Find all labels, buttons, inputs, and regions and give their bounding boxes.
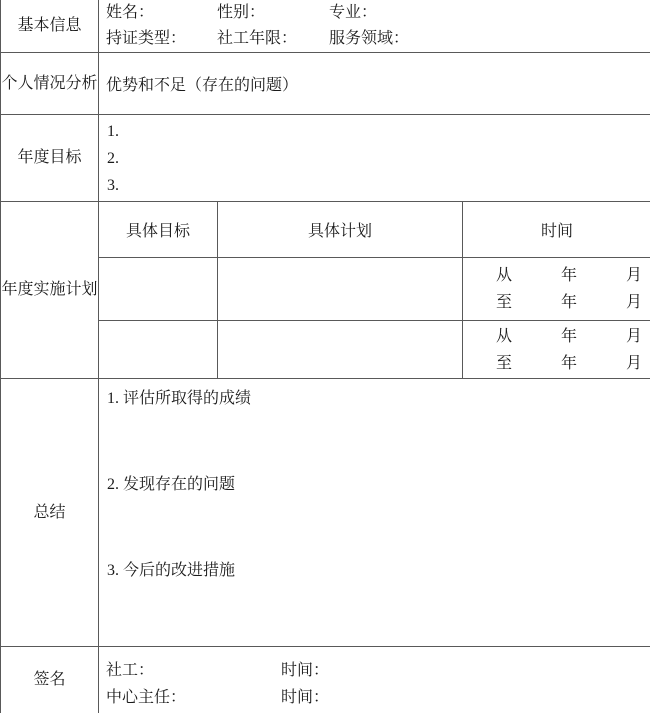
plan-row2-goal-cell <box>99 321 218 378</box>
row-personal-analysis <box>1 53 650 115</box>
annual-goal-item-3: 3. <box>107 176 119 194</box>
time-field-label: 时间： <box>281 689 330 706</box>
signature-label: 签名 <box>1 647 99 713</box>
annual-goal-item-2: 2. <box>107 149 119 167</box>
summary-list <box>99 379 650 581</box>
year-label: 年 <box>560 294 577 311</box>
plan-header-time: 时间 <box>540 223 573 240</box>
implementation-plan-subtable <box>99 202 650 378</box>
row-annual-goals <box>1 115 650 202</box>
plan-data-row-1 <box>99 258 650 321</box>
signature-content-cell <box>99 647 650 713</box>
plan-row1-plan-cell <box>218 258 463 320</box>
row-summary <box>1 379 650 647</box>
month-label: 月 <box>625 327 642 345</box>
month-label: 月 <box>625 294 642 311</box>
basic-info-line-2 <box>106 26 650 52</box>
plan-row2-time-lines <box>463 321 650 378</box>
certificate-type-field-label: 持证类型： <box>106 30 187 47</box>
personal-analysis-label: 个人情况分析 <box>1 53 99 114</box>
annual-goals-label: 年度目标 <box>1 115 99 201</box>
signature-line-center-director <box>106 684 650 711</box>
year-label: 年 <box>560 267 577 284</box>
summary-item-improvements: 3. 今后的改进措施 <box>107 562 236 579</box>
plan-header-plan: 具体计划 <box>218 202 463 257</box>
plan-row2-time-from <box>463 323 650 350</box>
gender-field-label: 性别： <box>217 4 266 21</box>
summary-label: 总结 <box>1 379 99 646</box>
to-label: 至 <box>496 294 513 311</box>
row-implementation-plan <box>1 202 650 379</box>
to-label: 至 <box>496 354 513 372</box>
from-label: 从 <box>496 267 513 284</box>
plan-header-row <box>99 202 650 258</box>
basic-info-line-1 <box>106 0 650 26</box>
annual-goals-list <box>99 115 650 201</box>
plan-header-goal: 具体目标 <box>99 202 218 257</box>
social-worker-field-label: 社工： <box>106 662 155 679</box>
summary-content-cell <box>99 379 650 646</box>
month-label: 月 <box>625 267 642 284</box>
plan-grid <box>99 202 650 378</box>
plan-row1-time-cell <box>463 258 650 320</box>
plan-row1-time-to <box>463 289 650 316</box>
implementation-plan-label: 年度实施计划 <box>1 202 99 378</box>
annual-goal-item-1: 1. <box>107 122 119 140</box>
row-basic-info <box>1 0 650 53</box>
summary-item-achievements: 1. 评估所取得的成绩 <box>107 390 252 407</box>
year-label: 年 <box>560 327 577 345</box>
work-years-field-label: 社工年限： <box>217 30 298 47</box>
year-label: 年 <box>560 354 577 372</box>
basic-info-content <box>99 0 650 52</box>
plan-row2-plan-cell <box>218 321 463 378</box>
personal-analysis-text: 优势和不足（存在的问题） <box>106 77 299 94</box>
name-field-label: 姓名： <box>106 4 155 21</box>
summary-item-problems: 2. 发现存在的问题 <box>107 476 236 493</box>
plan-row2-time-to <box>463 350 650 377</box>
basic-info-label: 基本信息 <box>1 0 99 52</box>
major-field-label: 专业： <box>329 4 378 21</box>
basic-info-lines <box>99 0 650 52</box>
row-signature <box>1 647 650 713</box>
personal-analysis-content-cell <box>99 53 650 114</box>
center-director-field-label: 中心主任： <box>106 689 187 706</box>
annual-goals-content-cell <box>99 115 650 201</box>
signature-line-social-worker <box>106 657 650 684</box>
plan-data-row-2 <box>99 321 650 378</box>
service-area-field-label: 服务领域： <box>329 30 410 47</box>
time-field-label: 时间： <box>281 662 330 679</box>
month-label: 月 <box>625 354 642 372</box>
from-label: 从 <box>496 327 513 345</box>
plan-row1-time-lines <box>463 258 650 320</box>
plan-row2-time-cell <box>463 321 650 378</box>
signature-lines <box>99 647 650 711</box>
plan-row1-goal-cell <box>99 258 218 320</box>
plan-row1-time-from <box>463 262 650 289</box>
